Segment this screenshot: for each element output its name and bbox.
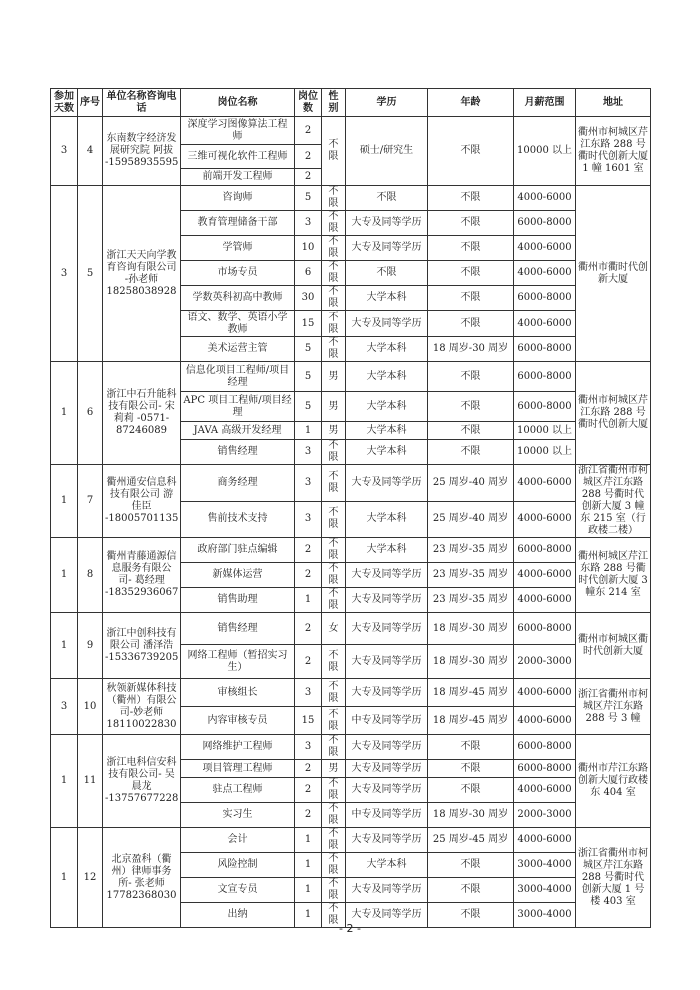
serial-cell: 8 [78, 538, 103, 613]
salary-cell: 4000-6000 [514, 311, 576, 337]
job-table [50, 88, 651, 928]
job-title-cell: 销售助理 [181, 588, 295, 613]
gender-cell: 不限 [322, 501, 346, 538]
education-cell: 大专及同等学历 [346, 828, 428, 853]
age-cell: 不限 [428, 778, 514, 803]
gender-cell: 不限 [322, 261, 346, 286]
job-title-cell: 审核组长 [181, 679, 295, 707]
education-cell: 不限 [346, 261, 428, 286]
job-title-cell: 市场专员 [181, 261, 295, 286]
days-cell: 1 [51, 362, 78, 465]
salary-cell: 6000-8000 [514, 392, 576, 422]
page-number: - 2 - [339, 922, 361, 935]
job-count-cell: 1 [295, 828, 322, 853]
column-header: 岗位名称 [181, 89, 295, 117]
job-count-cell: 2 [295, 145, 322, 169]
serial-cell: 5 [78, 186, 103, 362]
gender-cell: 不限 [322, 645, 346, 679]
education-cell: 不限 [346, 186, 428, 211]
salary-cell: 4000-6000 [514, 778, 576, 803]
company-cell: 浙江中创科技有限公司 潘泽浩 -15336739205 [103, 613, 181, 679]
age-cell: 不限 [428, 311, 514, 337]
table-row [51, 538, 651, 563]
company-cell: 秋领新媒体科技（衢州）有限公司-妙老师 18110022830 [103, 679, 181, 735]
education-cell: 大学本科 [346, 422, 428, 440]
education-cell: 大专及同等学历 [346, 778, 428, 803]
gender-cell: 不限 [322, 828, 346, 853]
age-cell: 不限 [428, 186, 514, 211]
serial-cell: 11 [78, 735, 103, 828]
salary-cell: 10000 以上 [514, 117, 576, 186]
days-cell: 1 [51, 828, 78, 928]
table-row [51, 613, 651, 645]
education-cell: 大专及同等学历 [346, 760, 428, 778]
age-cell: 18 周岁-30 周岁 [428, 337, 514, 362]
age-cell: 18 周岁-45 周岁 [428, 707, 514, 735]
table-row [51, 362, 651, 392]
job-title-cell: 语文、数学、英语小学教师 [181, 311, 295, 337]
gender-cell: 不限 [322, 117, 346, 186]
gender-cell: 不限 [322, 735, 346, 760]
job-count-cell: 3 [295, 440, 322, 465]
gender-cell: 不限 [322, 286, 346, 311]
job-title-cell: 风险控制 [181, 853, 295, 878]
address-cell: 衢州市柯城区芹江东路 288 号衢时代创新大厦 1 幢 1601 室 [576, 117, 651, 186]
address-cell: 浙江省衢州市柯城区芹江东路 288 号衢时代创新大厦 3 幢东 215 室（行政楼二楼） [576, 465, 651, 538]
job-count-cell: 5 [295, 186, 322, 211]
education-cell: 大学本科 [346, 362, 428, 392]
salary-cell: 10000 以上 [514, 440, 576, 465]
serial-cell: 4 [78, 117, 103, 186]
address-cell: 浙江省衢州市柯城区芹江东路 288 号衢时代创新大厦 1 号楼 403 室 [576, 828, 651, 928]
age-cell: 不限 [428, 735, 514, 760]
job-count-cell: 3 [295, 679, 322, 707]
salary-cell: 2000-3000 [514, 803, 576, 828]
job-count-cell: 1 [295, 422, 322, 440]
job-title-cell: 商务经理 [181, 465, 295, 502]
job-title-cell: 出纳 [181, 903, 295, 928]
table-row [51, 465, 651, 502]
days-cell: 3 [51, 679, 78, 735]
salary-cell: 6000-8000 [514, 613, 576, 645]
salary-cell: 3000-4000 [514, 853, 576, 878]
job-count-cell: 2 [295, 538, 322, 563]
education-cell: 大专及同等学历 [346, 878, 428, 903]
job-count-cell: 1 [295, 853, 322, 878]
job-count-cell: 1 [295, 878, 322, 903]
job-count-cell: 2 [295, 169, 322, 186]
job-count-cell: 6 [295, 261, 322, 286]
age-cell: 不限 [428, 362, 514, 392]
column-header: 学历 [346, 89, 428, 117]
address-cell: 浙江省衢州市柯城区芹江东路 288 号 3 幢 [576, 679, 651, 735]
serial-cell: 7 [78, 465, 103, 538]
gender-cell: 不限 [322, 679, 346, 707]
company-cell: 浙江电科信安科技有限公司- 吴晨龙 -13757677228 [103, 735, 181, 828]
job-count-cell: 30 [295, 286, 322, 311]
age-cell: 不限 [428, 286, 514, 311]
salary-cell: 6000-8000 [514, 286, 576, 311]
education-cell: 大学本科 [346, 337, 428, 362]
education-cell: 大学本科 [346, 853, 428, 878]
salary-cell: 6000-8000 [514, 760, 576, 778]
job-title-cell: 实习生 [181, 803, 295, 828]
gender-cell: 男 [322, 760, 346, 778]
company-cell: 东南数字经济发展研究院 阿拔 -15958935595 [103, 117, 181, 186]
job-title-cell: 学数英科初高中教师 [181, 286, 295, 311]
education-cell: 大专及同等学历 [346, 311, 428, 337]
gender-cell: 不限 [322, 186, 346, 211]
age-cell: 25 周岁-45 周岁 [428, 828, 514, 853]
table-row [51, 186, 651, 211]
address-cell: 衢州市芹江东路创新大厦行政楼东 404 室 [576, 735, 651, 828]
address-cell: 衢州市柯城区衢时代创新大厦 [576, 613, 651, 679]
job-count-cell: 5 [295, 392, 322, 422]
gender-cell: 不限 [322, 211, 346, 236]
age-cell: 不限 [428, 117, 514, 186]
gender-cell: 不限 [322, 538, 346, 563]
education-cell: 大专及同等学历 [346, 211, 428, 236]
age-cell: 25 周岁-40 周岁 [428, 465, 514, 502]
gender-cell: 男 [322, 422, 346, 440]
job-count-cell: 5 [295, 362, 322, 392]
job-title-cell: 政府部门驻点编辑 [181, 538, 295, 563]
company-cell: 浙江中石升能科技有限公司- 宋莉莉 -0571-87246089 [103, 362, 181, 465]
age-cell: 18 周岁-30 周岁 [428, 645, 514, 679]
column-header: 单位名称咨询电话 [103, 89, 181, 117]
job-title-cell: 驻点工程师 [181, 778, 295, 803]
job-title-cell: 前端开发工程师 [181, 169, 295, 186]
education-cell: 大专及同等学历 [346, 679, 428, 707]
education-cell: 大学本科 [346, 392, 428, 422]
salary-cell: 4000-6000 [514, 236, 576, 261]
salary-cell: 4000-6000 [514, 828, 576, 853]
salary-cell: 4000-6000 [514, 588, 576, 613]
salary-cell: 4000-6000 [514, 563, 576, 588]
job-count-cell: 1 [295, 903, 322, 928]
job-count-cell: 2 [295, 760, 322, 778]
education-cell: 大专及同等学历 [346, 588, 428, 613]
job-title-cell: APC 项目工程师/项目经理 [181, 392, 295, 422]
age-cell: 不限 [428, 422, 514, 440]
gender-cell: 不限 [322, 853, 346, 878]
table-row [51, 828, 651, 853]
salary-cell: 4000-6000 [514, 186, 576, 211]
salary-cell: 4000-6000 [514, 261, 576, 286]
education-cell: 大专及同等学历 [346, 613, 428, 645]
salary-cell: 2000-3000 [514, 645, 576, 679]
gender-cell: 不限 [322, 803, 346, 828]
job-title-cell: 会计 [181, 828, 295, 853]
age-cell: 23 周岁-35 周岁 [428, 538, 514, 563]
company-cell: 衢州青藤通源信息服务有限公司- 葛经理 -18352936067 [103, 538, 181, 613]
salary-cell: 6000-8000 [514, 211, 576, 236]
job-count-cell: 3 [295, 465, 322, 502]
job-title-cell: JAVA 高级开发经理 [181, 422, 295, 440]
education-cell: 大专及同等学历 [346, 645, 428, 679]
gender-cell: 不限 [322, 707, 346, 735]
job-count-cell: 5 [295, 337, 322, 362]
gender-cell: 女 [322, 613, 346, 645]
job-count-cell: 2 [295, 613, 322, 645]
job-title-cell: 新媒体运营 [181, 563, 295, 588]
column-header: 性别 [322, 89, 346, 117]
company-cell: 北京盈科（衢州）律师事务所- 张老师 17782368030 [103, 828, 181, 928]
column-header: 年龄 [428, 89, 514, 117]
age-cell: 不限 [428, 903, 514, 928]
gender-cell: 不限 [322, 236, 346, 261]
age-cell: 不限 [428, 211, 514, 236]
job-count-cell: 10 [295, 236, 322, 261]
job-count-cell: 2 [295, 645, 322, 679]
education-cell: 大学本科 [346, 538, 428, 563]
age-cell: 23 周岁-35 周岁 [428, 563, 514, 588]
age-cell: 18 周岁-45 周岁 [428, 679, 514, 707]
job-title-cell: 网络维护工程师 [181, 735, 295, 760]
salary-cell: 6000-8000 [514, 362, 576, 392]
gender-cell: 不限 [322, 465, 346, 502]
job-title-cell: 三维可视化软件工程师 [181, 145, 295, 169]
column-header: 岗位数 [295, 89, 322, 117]
address-cell: 衢州柯城区芹江东路 288 号衢时代创新大厦 3 幢东 214 室 [576, 538, 651, 613]
salary-cell: 4000-6000 [514, 465, 576, 502]
gender-cell: 不限 [322, 588, 346, 613]
salary-cell: 3000-4000 [514, 903, 576, 928]
age-cell: 18 周岁-30 周岁 [428, 613, 514, 645]
days-cell: 1 [51, 735, 78, 828]
job-count-cell: 15 [295, 707, 322, 735]
age-cell: 23 周岁-35 周岁 [428, 588, 514, 613]
education-cell: 中专及同等学历 [346, 707, 428, 735]
company-cell: 衢州通安信息科技有限公司 游佳臣 -18005701135 [103, 465, 181, 538]
table-row [51, 679, 651, 707]
gender-cell: 不限 [322, 878, 346, 903]
age-cell: 不限 [428, 853, 514, 878]
job-title-cell: 信息化项目工程师/项目经理 [181, 362, 295, 392]
job-title-cell: 内容审核专员 [181, 707, 295, 735]
column-header: 地址 [576, 89, 651, 117]
days-cell: 3 [51, 186, 78, 362]
job-title-cell: 售前技术支持 [181, 501, 295, 538]
serial-cell: 9 [78, 613, 103, 679]
address-cell: 衢州市衢时代创新大厦 [576, 186, 651, 362]
salary-cell: 6000-8000 [514, 337, 576, 362]
header-row [51, 89, 651, 117]
salary-cell: 6000-8000 [514, 538, 576, 563]
gender-cell: 不限 [322, 778, 346, 803]
days-cell: 1 [51, 538, 78, 613]
serial-cell: 10 [78, 679, 103, 735]
serial-cell: 12 [78, 828, 103, 928]
salary-cell: 3000-4000 [514, 878, 576, 903]
job-count-cell: 2 [295, 803, 322, 828]
job-count-cell: 3 [295, 501, 322, 538]
age-cell: 不限 [428, 261, 514, 286]
age-cell: 不限 [428, 878, 514, 903]
job-title-cell: 销售经理 [181, 613, 295, 645]
job-count-cell: 2 [295, 563, 322, 588]
column-header: 参加天数 [51, 89, 78, 117]
job-count-cell: 1 [295, 588, 322, 613]
education-cell: 大学本科 [346, 286, 428, 311]
job-title-cell: 深度学习图像算法工程师 [181, 117, 295, 145]
job-title-cell: 学管师 [181, 236, 295, 261]
days-cell: 3 [51, 117, 78, 186]
age-cell: 不限 [428, 236, 514, 261]
job-title-cell: 文宣专员 [181, 878, 295, 903]
age-cell: 18 周岁-30 周岁 [428, 803, 514, 828]
table-row [51, 117, 651, 145]
gender-cell: 不限 [322, 337, 346, 362]
days-cell: 1 [51, 613, 78, 679]
column-header: 序号 [78, 89, 103, 117]
company-cell: 浙江天天向学教育咨询有限公司 -孙老师 18258038928 [103, 186, 181, 362]
salary-cell: 4000-6000 [514, 679, 576, 707]
age-cell: 25 周岁-40 周岁 [428, 501, 514, 538]
age-cell: 不限 [428, 392, 514, 422]
age-cell: 不限 [428, 760, 514, 778]
job-title-cell: 咨询师 [181, 186, 295, 211]
job-count-cell: 3 [295, 211, 322, 236]
gender-cell: 不限 [322, 563, 346, 588]
gender-cell: 不限 [322, 440, 346, 465]
education-cell: 大专及同等学历 [346, 236, 428, 261]
salary-cell: 4000-6000 [514, 501, 576, 538]
address-cell: 衢州市柯城区芹江东路 288 号衢时代创新大厦 [576, 362, 651, 465]
education-cell: 大专及同等学历 [346, 563, 428, 588]
job-title-cell: 教育管理储备干部 [181, 211, 295, 236]
days-cell: 1 [51, 465, 78, 538]
job-count-cell: 2 [295, 778, 322, 803]
gender-cell: 不限 [322, 903, 346, 928]
education-cell: 硕士/研究生 [346, 117, 428, 186]
salary-cell: 4000-6000 [514, 707, 576, 735]
education-cell: 大学本科 [346, 501, 428, 538]
job-count-cell: 15 [295, 311, 322, 337]
salary-cell: 6000-8000 [514, 735, 576, 760]
serial-cell: 6 [78, 362, 103, 465]
education-cell: 中专及同等学历 [346, 803, 428, 828]
job-count-cell: 3 [295, 735, 322, 760]
job-title-cell: 网络工程师（暂招实习生） [181, 645, 295, 679]
job-title-cell: 美术运营主管 [181, 337, 295, 362]
job-count-cell: 2 [295, 117, 322, 145]
gender-cell: 不限 [322, 311, 346, 337]
age-cell: 不限 [428, 440, 514, 465]
education-cell: 大专及同等学历 [346, 903, 428, 928]
job-title-cell: 销售经理 [181, 440, 295, 465]
education-cell: 大学本科 [346, 440, 428, 465]
salary-cell: 10000 以上 [514, 422, 576, 440]
education-cell: 大专及同等学历 [346, 735, 428, 760]
job-title-cell: 项目管理工程师 [181, 760, 295, 778]
gender-cell: 男 [322, 362, 346, 392]
gender-cell: 男 [322, 392, 346, 422]
column-header: 月薪范围 [514, 89, 576, 117]
education-cell: 大专及同等学历 [346, 465, 428, 502]
table-row [51, 735, 651, 760]
